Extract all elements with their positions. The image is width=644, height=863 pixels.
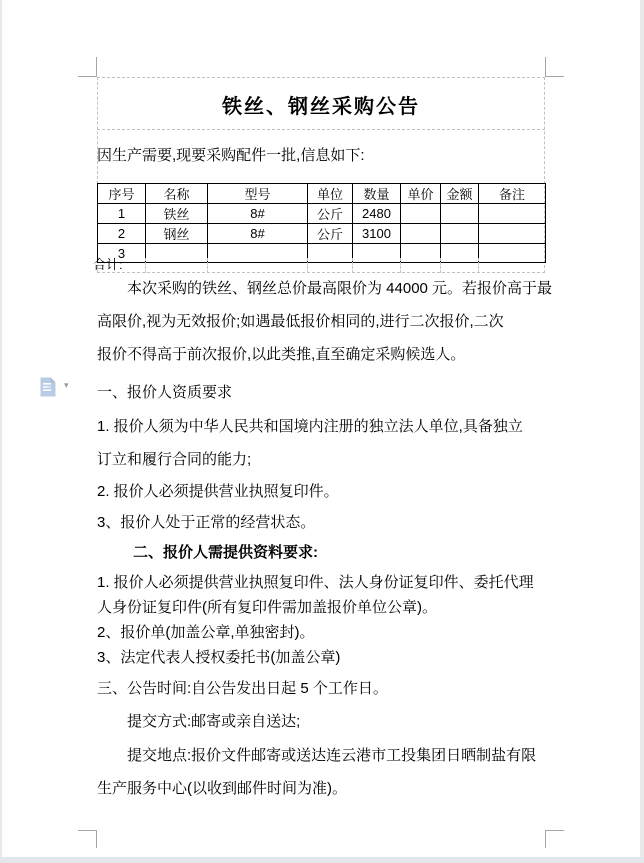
paragraph-line: 人身份证复印件(所有复印件需加盖报价单位公章)。	[97, 599, 437, 616]
table-row	[98, 204, 546, 224]
section-heading-1: 一、报价人资质要求	[97, 384, 233, 401]
cell-seq: 1	[98, 204, 146, 224]
intro-line: 因生产需要,现要采购配件一批,信息如下:	[97, 147, 365, 164]
table-gridline	[352, 258, 353, 273]
col-header: 单位	[308, 184, 353, 204]
paragraph-line: 高限价,视为无效报价;如遇最低报价相同的,进行二次报价,二次	[97, 313, 504, 330]
cell-note	[479, 224, 546, 244]
crop-mark-top-left	[78, 76, 96, 77]
crop-mark-bottom-left	[96, 830, 97, 848]
cell-model: 8#	[208, 204, 308, 224]
cell-qty: 3100	[353, 224, 401, 244]
col-header: 型号	[208, 184, 308, 204]
paragraph-line: 生产服务中心(以收到邮件时间为准)。	[97, 780, 347, 797]
table-gridline	[307, 258, 308, 273]
paragraph-line: 1. 报价人必须提供营业执照复印件、法人身份证复印件、委托代理	[97, 574, 534, 591]
window-edge-bottom	[0, 857, 644, 863]
cell-amount	[441, 204, 479, 224]
crop-mark-bottom-right	[546, 830, 564, 831]
paragraph-line: 2、报价单(加盖公章,单独密封)。	[97, 624, 315, 641]
cell-price	[401, 204, 441, 224]
cell-name: 铁丝	[146, 204, 208, 224]
crop-mark-top-right	[546, 76, 564, 77]
paragraph-line: 提交地点:报价文件邮寄或送达连云港市工投集团日晒制盐有限	[127, 747, 537, 764]
cell-unit: 公斤	[308, 224, 353, 244]
paragraph-line: 本次采购的铁丝、钢丝总价最高限价为 44000 元。若报价高于最	[127, 280, 553, 297]
col-header: 备注	[479, 184, 546, 204]
cell-amount	[441, 224, 479, 244]
table-gridline	[478, 258, 479, 273]
paragraph-line: 提交方式:邮寄或亲自送达;	[127, 713, 301, 730]
cell-seq: 2	[98, 224, 146, 244]
paragraph-line: 1. 报价人须为中华人民共和国境内注册的独立法人单位,具备独立	[97, 418, 523, 435]
paragraph-line: 3、法定代表人授权委托书(加盖公章)	[97, 649, 341, 666]
col-header: 序号	[98, 184, 146, 204]
cell-qty: 2480	[353, 204, 401, 224]
table-gridline	[145, 258, 146, 273]
paragraph-line: 报价不得高于前次报价,以此类推,直至确定采购候选人。	[97, 346, 466, 363]
total-label: 合计:	[93, 257, 123, 272]
section-heading-2: 二、报价人需提供资料要求:	[133, 544, 318, 561]
col-header: 金额	[441, 184, 479, 204]
crop-mark-top-left	[96, 57, 97, 77]
items-table	[97, 183, 546, 263]
cell-model: 8#	[208, 224, 308, 244]
cell-price	[401, 224, 441, 244]
window-edge-left	[0, 0, 2, 863]
crop-mark-bottom-right	[545, 830, 546, 848]
cell-name: 钢丝	[146, 224, 208, 244]
col-header: 单价	[401, 184, 441, 204]
section-heading-3: 三、公告时间:自公告发出日起 5 个工作日。	[97, 680, 388, 697]
document-title: 铁丝、钢丝采购公告	[222, 96, 420, 118]
chevron-down-icon[interactable]: ▾	[64, 380, 69, 390]
table-header-row	[98, 184, 546, 204]
window-edge-right	[640, 0, 644, 863]
cell-note	[479, 204, 546, 224]
table-gridline	[440, 258, 441, 273]
paragraph-line: 2. 报价人必须提供营业执照复印件。	[97, 483, 339, 500]
table-gridline	[207, 258, 208, 273]
crop-mark-top-right	[545, 57, 546, 77]
text-boundary-divider	[97, 129, 545, 130]
document-icon	[38, 377, 58, 402]
document-options-button[interactable]	[36, 377, 76, 399]
cell-unit: 公斤	[308, 204, 353, 224]
table-gridline	[400, 258, 401, 273]
paragraph-line: 订立和履行合同的能力;	[97, 451, 252, 468]
crop-mark-bottom-left	[78, 830, 96, 831]
paragraph-line: 3、报价人处于正常的经营状态。	[97, 514, 316, 531]
col-header: 名称	[146, 184, 208, 204]
table-row	[98, 224, 546, 244]
cell-seq: 3	[98, 244, 146, 263]
col-header: 数量	[353, 184, 401, 204]
